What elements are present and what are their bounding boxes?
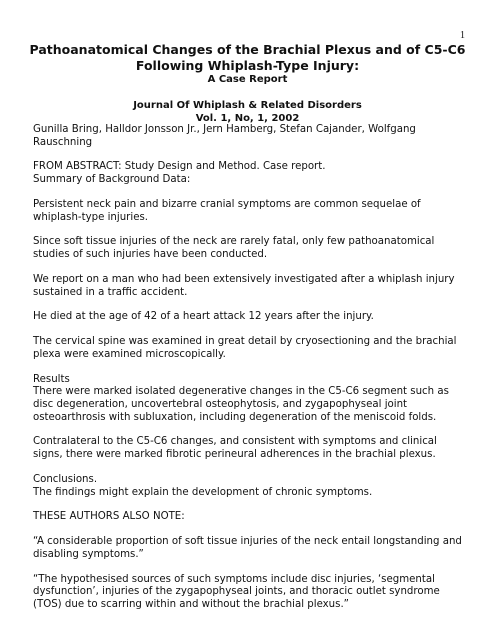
quote: “The hypothesised sources of such symptoms include disc injuries, ‘segmental dysfunction’, injuries of the zygapophyseal joints, and thoracic outlet syndrome (TOS) due to scarring within and without the brachial plexus.” [33,573,440,610]
paragraph: We report on a man who had been extensively investigated after a whiplash injury sustained in a traffic accident. [33,273,455,298]
authors: Gunilla Bring, Halldor Jonsson Jr., Jern Hamberg, Stefan Cajander, Wolfgang Rauschning [33,124,416,148]
journal-name: Journal Of Whiplash & Related Disorders [133,100,362,111]
quote: “A considerable proportion of soft tissue injuries of the neck entail longstanding and disabling symptoms.” [33,536,462,560]
conclusions-heading: Conclusions. [33,473,98,485]
paragraph: Persistent neck pain and bizarre cranial symptoms are common sequelae of whiplash-type injuries. [33,198,421,223]
document-body [33,124,465,624]
title-line-1: Pathoanatomical Changes of the Brachial Plexus and of C5-C6 [29,42,466,57]
paragraph: He died at the age of 42 of a heart attack 12 years after the injury. [33,311,374,323]
document-header [0,42,495,125]
paragraph: The cervical spine was examined in great detail by cryosectioning and the brachial plexa were examined microscopically. [33,336,457,360]
results-heading: Results [33,373,70,385]
results-block [33,374,465,424]
abstract-block [33,161,465,186]
note-heading: THESE AUTHORS ALSO NOTE: [33,511,185,523]
title-line-2: Following Whiplash-Type Injury: [135,57,360,73]
conclusions-text: The findings might explain the development of chronic symptoms. [33,486,373,498]
page-number: 1 [460,30,465,41]
subtitle: A Case Report [207,74,288,85]
results-text: There were marked isolated degenerative changes in the C5-C6 segment such as disc degeneration, uncovertebral osteophytosis, and zygapophyseal joint osteoarthrosis with subluxation, including degeneration of the meniscoid folds. [33,386,449,423]
abstract-line-1: FROM ABSTRACT: Study Design and Method. Case report. [33,161,326,173]
contralateral-paragraph: Contralateral to the C5-C6 changes, and consistent with symptoms and clinical signs, there were marked fibrotic perineural adherences in the brachial plexus. [33,436,437,461]
abstract-line-2: Summary of Background Data: [33,174,191,186]
paragraph: Since soft tissue injuries of the neck are rarely fatal, only few pathoanatomical studies of such injuries have been conducted. [33,236,435,261]
conclusions-block [33,474,465,499]
journal-volume: Vol. 1, No, 1, 2002 [195,113,300,124]
